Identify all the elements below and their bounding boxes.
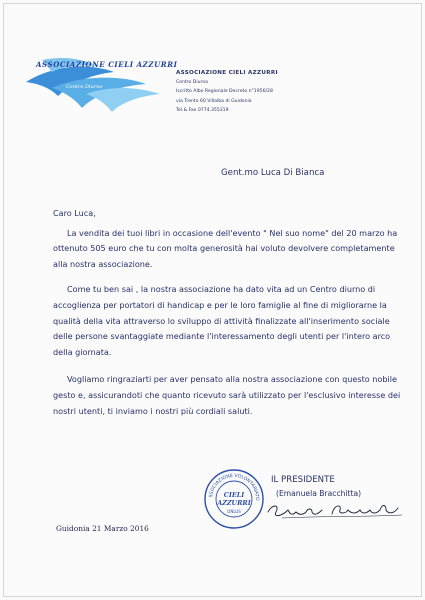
paragraph: Vogliamo ringraziarti per aver pensato alla nostra associazione con questo nobile gesto e, assicurandoti che quanto ricevuto sarà utilizzato per l'esclusivo interesse dei nostri utenti, ti inviamo i nostri più cordiali saluti. bbox=[53, 374, 401, 416]
stamp-center-line1: CIELI bbox=[223, 491, 245, 499]
closing-block bbox=[271, 474, 361, 500]
stamp-ring-text: SSOCIAZIONE VOLONTARIATO bbox=[209, 473, 260, 501]
logo-title: ASSOCIAZIONE CIELI AZZURRI bbox=[36, 60, 178, 69]
place-date: Guidonia 21 Marzo 2016 bbox=[56, 524, 149, 533]
logo-subtitle: Centro Diurno bbox=[66, 84, 103, 90]
organization-name: ASSOCIAZIONE CIELI AZZURRI bbox=[176, 70, 278, 76]
letterhead-line: Iscritto Albo Regionale Decreto n°1956/28 bbox=[176, 89, 273, 95]
salutation: Caro Luca, bbox=[53, 208, 96, 218]
letterhead-line: Centro Diurno bbox=[176, 80, 209, 86]
letterhead-info bbox=[176, 70, 306, 114]
handwritten-signature bbox=[262, 500, 412, 522]
paragraph: Come tu ben sai , la nostra associazione ha dato vita ad un Centro diurno di accoglienza per portatori di handicap e per le loro famiglie al fine di migliorarne la qualità della vita attraverso lo sviluppo di attività finalizzate all'inserimento sociale delle persone svantaggiate mediante l'interessamento degli utenti per l'intero arco della giornata. bbox=[53, 284, 391, 357]
letter-body bbox=[53, 206, 405, 429]
letterhead-line: Tel.& Fax 0774.355319 bbox=[176, 107, 229, 113]
paragraph: La vendita dei tuoi libri in occasione dell'evento " Nel suo nome" del 20 marzo ha ottenuto 505 euro che tu con molta generosità hai voluto devolvere completamente alla nostra associazione. bbox=[53, 227, 398, 269]
president-title: IL PRESIDENTE bbox=[271, 475, 335, 485]
recipient: Gent.mo Luca Di Bianca bbox=[221, 168, 325, 178]
association-stamp bbox=[203, 468, 265, 530]
stamp-center-line2: AZZURRI bbox=[217, 499, 251, 507]
letterhead-line: via Trento 60 Villalba di Guidonia bbox=[176, 98, 252, 104]
stamp-bottom-text: ONLUS bbox=[227, 509, 241, 514]
president-name: (Emanuela Bracchitta) bbox=[276, 489, 362, 498]
